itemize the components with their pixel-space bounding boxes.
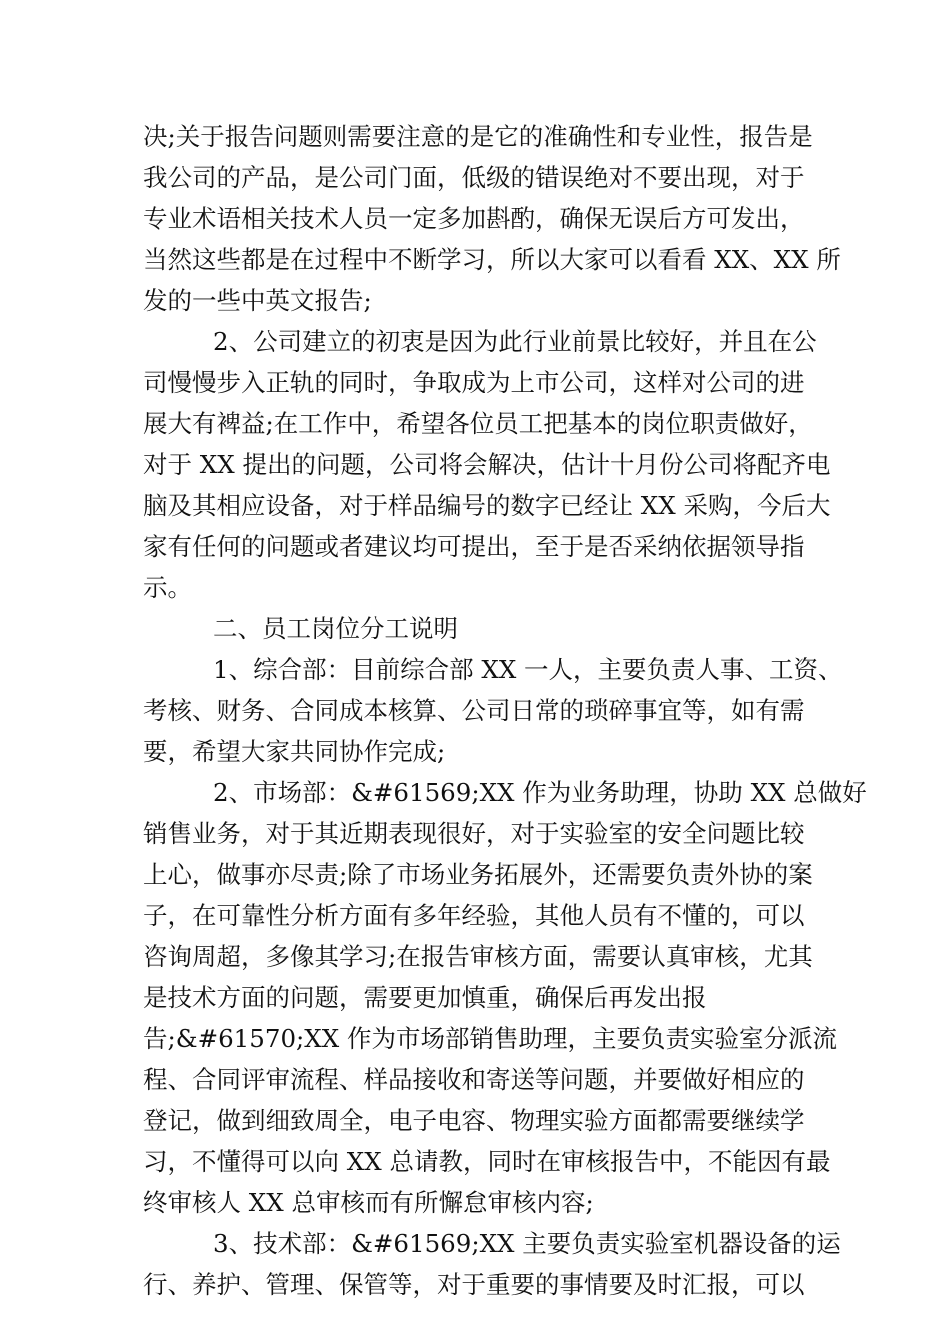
text-line-1: 决;关于报告问题则需要注意的是它的准确性和专业性，报告是 <box>143 122 813 151</box>
section-heading: 二、员工岗位分工说明 <box>213 614 458 643</box>
text-line-17: 2、市场部：&#61569;XX 作为业务助理，协助 XX 总做好 <box>213 778 867 807</box>
text-line-18: 销售业务，对于其近期表现很好，对于实验室的安全问题比较 <box>143 819 805 848</box>
text-line-4: 当然这些都是在过程中不断学习，所以大家可以看看 XX、XX 所 <box>143 245 841 274</box>
text-line-23: 告;&#61570;XX 作为市场部销售助理，主要负责实验室分派流 <box>143 1024 837 1053</box>
text-line-16: 要，希望大家共同协作完成; <box>143 737 446 766</box>
text-line-12: 示。 <box>143 573 192 602</box>
text-line-20: 子，在可靠性分析方面有多年经验，其他人员有不懂的，可以 <box>143 901 805 930</box>
text-line-24: 程、合同评审流程、样品接收和寄送等问题，并要做好相应的 <box>143 1065 805 1094</box>
text-line-5: 发的一些中英文报告; <box>143 286 372 315</box>
text-line-29: 行、养护、管理、保管等，对于重要的事情要及时汇报，可以 <box>143 1270 805 1299</box>
text-line-10: 脑及其相应设备，对于样品编号的数字已经让 XX 采购，今后大 <box>143 491 831 520</box>
text-line-22: 是技术方面的问题，需要更加慎重，确保后再发出报 <box>143 983 707 1012</box>
text-line-8: 展大有裨益;在工作中，希望各位员工把基本的岗位职责做好， <box>143 409 813 438</box>
text-line-6: 2、公司建立的初衷是因为此行业前景比较好，并且在公 <box>213 327 817 356</box>
text-line-28: 3、技术部：&#61569;XX 主要负责实验室机器设备的运 <box>213 1229 841 1258</box>
text-line-9: 对于 XX 提出的问题，公司将会解决，估计十月份公司将配齐电 <box>143 450 831 479</box>
text-line-14: 1、综合部：目前综合部 XX 一人，主要负责人事、工资、 <box>213 655 843 684</box>
text-line-19: 上心，做事亦尽责;除了市场业务拓展外，还需要负责外协的案 <box>143 860 813 889</box>
text-line-11: 家有任何的问题或者建议均可提出，至于是否采纳依据领导指 <box>143 532 805 561</box>
text-line-3: 专业术语相关技术人员一定多加斟酌，确保无误后方可发出， <box>143 204 805 233</box>
text-line-26: 习，不懂得可以向 XX 总请教，同时在审核报告中，不能因有最 <box>143 1147 831 1176</box>
document-body <box>143 116 867 1305</box>
text-line-2: 我公司的产品，是公司门面，低级的错误绝对不要出现，对于 <box>143 163 805 192</box>
text-line-25: 登记，做到细致周全，电子电容、物理实验方面都需要继续学 <box>143 1106 805 1135</box>
text-line-15: 考核、财务、合同成本核算、公司日常的琐碎事宜等，如有需 <box>143 696 805 725</box>
text-line-27: 终审核人 XX 总审核而有所懈怠审核内容; <box>143 1188 594 1217</box>
text-line-21: 咨询周超，多像其学习;在报告审核方面，需要认真审核，尤其 <box>143 942 813 971</box>
text-line-7: 司慢慢步入正轨的同时，争取成为上市公司，这样对公司的进 <box>143 368 805 397</box>
